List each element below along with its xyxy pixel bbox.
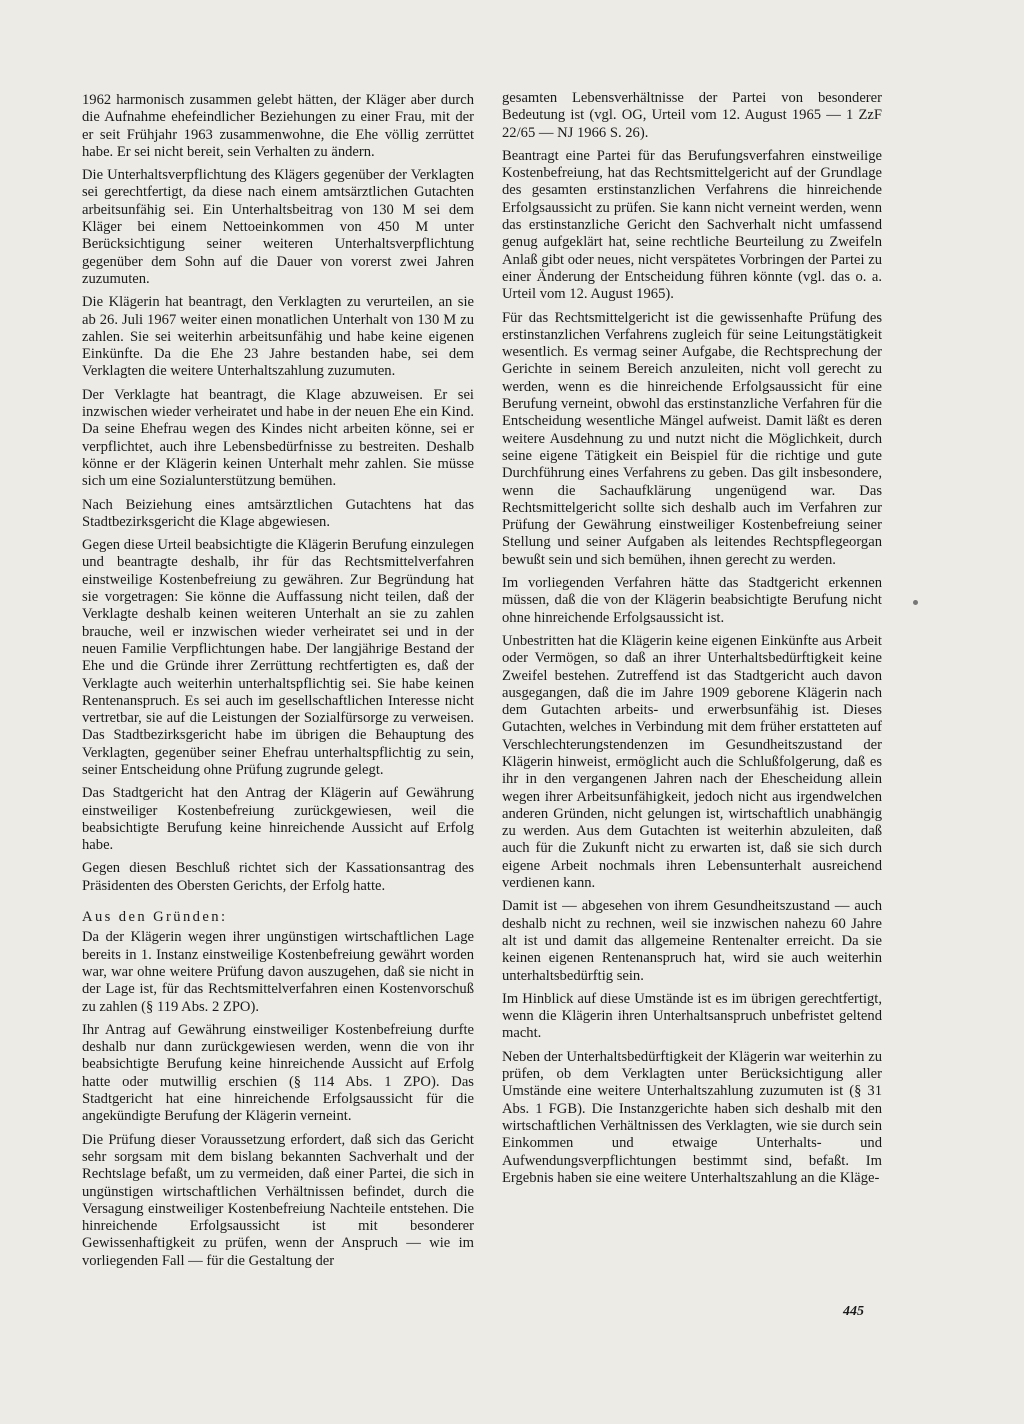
paragraph: Der Verklagte hat beantragt, die Klage abzuweisen. Er sei inzwischen wieder verheiratet und habe in der neuen Ehe ein Kind. Da seine Ehefrau wegen des Kindes nicht arbeiten könne, sei er verpflichtet, auch ihre Lebensbedürfnisse zu bestreiten. Deshalb könne er der Klägerin keinen Unterhalt mehr zahlen. Sie müsse sich um eine Sozialunterstützung bemühen. <box>82 386 474 490</box>
paragraph: Ihr Antrag auf Gewährung einstweiliger Kostenbefreiung durfte deshalb nur dann zurückgewiesen werden, wenn die von ihr beabsichtigte Berufung keine hinreichende Aussicht auf Erfolg hatte oder mutwillig erschien (§ 114 Abs. 1 ZPO). Das Stadtgericht hat eine hinreichende Erfolgsaussicht für die angekündigte Berufung der Klägerin verneint. <box>82 1021 474 1125</box>
right-column <box>502 90 882 1193</box>
section-heading: Aus den Gründen: <box>82 909 228 926</box>
page-number: 445 <box>843 1304 864 1319</box>
paragraph: Die Prüfung dieser Voraussetzung erfordert, daß sich das Gericht sehr sorgsam mit dem bislang bekannten Sachverhalt und der Rechtslage befaßt, um zu vermeiden, daß einer Partei, die sich in ungünstigen wirtschaftlichen Verhältnissen befindet, durch die Versagung einstweiliger Kostenbefreiung Nachteile entstehen. Die hinreichende Erfolgsaussicht ist mit besonderer Gewissenhaftigkeit zu prüfen, wenn der Anspruch — wie im vorliegenden Fall — für die Gestaltung der <box>82 1131 474 1269</box>
paragraph: Die Klägerin hat beantragt, den Verklagten zu verurteilen, an sie ab 26. Juli 1967 weiter einen monatlichen Unterhalt von 130 M zu zahlen. Sie sei weiterhin arbeitsunfähig und habe keine eigenen Einkünfte. Da die Ehe 23 Jahre bestanden habe, sei dem Verklagten die weitere Unterhaltszahlung zuzumuten. <box>82 294 474 380</box>
paragraph: Neben der Unterhaltsbedürftigkeit der Klägerin war weiterhin zu prüfen, ob dem Verklagten unter Berücksichtigung aller Umstände eine weitere Unterhaltszahlung zuzumuten ist (§ 31 Abs. 1 FGB). Die Instanzgerichte haben sich deshalb mit den wirtschaftlichen Verhältnissen des Verklagten, wie sie durch sein Einkommen und etwaige Unterhalts- und Aufwendungsverpflichtungen bestimmt sind, befaßt. Im Ergebnis haben sie eine weitere Unterhaltszahlung an die Kläge- <box>502 1048 882 1186</box>
paragraph: Das Stadtgericht hat den Antrag der Klägerin auf Gewährung einstweiliger Kostenbefreiung zurückgewiesen, weil die beabsichtigte Berufung keine hinreichende Aussicht auf Erfolg habe. <box>82 785 474 854</box>
paragraph: gesamten Lebensverhältnisse der Partei von besonderer Bedeutung ist (vgl. OG, Urteil vom 12. August 1965 — 1 ZzF 22/65 — NJ 1966 S. 26). <box>502 90 882 141</box>
paragraph: 1962 harmonisch zusammen gelebt hätten, der Kläger aber durch die Aufnahme ehefeindlicher Beziehungen zu einer Frau, mit der er seit Frühjahr 1963 zusammenwohne, die Ehe völlig zerrüttet habe. Er sei nicht bereit, sein Verhalten zu ändern. <box>82 92 474 160</box>
paragraph: Im Hinblick auf diese Umstände ist es im übrigen gerechtfertigt, wenn die Klägerin ihren Unterhaltsanspruch unbefristet geltend macht. <box>502 990 882 1042</box>
paragraph: Da der Klägerin wegen ihrer ungünstigen wirtschaftlichen Lage bereits in 1. Instanz einstweilige Kostenbefreiung gewährt worden war, war ohne weitere Prüfung davon auszugehen, daß sie nicht in der Lage ist, für das Rechtsmittelverfahren einen Kostenvorschuß zu zahlen (§ 119 Abs. 2 ZPO). <box>82 929 474 1015</box>
paragraph: Damit ist — abgesehen von ihrem Gesundheitszustand — auch deshalb nicht zu rechnen, weil sie inzwischen nahezu 60 Jahre alt ist und damit das allgemeine Rentenalter erreicht. Da sie keinen eigenen Rentenanspruch hat, wird sie auch weiterhin unterhaltsbedürftig sein. <box>502 898 882 984</box>
paragraph: Im vorliegenden Verfahren hätte das Stadtgericht erkennen müssen, daß die von der Klägerin beabsichtigte Berufung nicht ohne hinreichende Erfolgsaussicht ist. <box>502 575 882 626</box>
paragraph: Für das Rechtsmittelgericht ist die gewissenhafte Prüfung des erstinstanzlichen Verfahrens zugleich für seine Leitungstätigkeit wesentlich. Es vermag seiner Aufgabe, die Rechtsprechung der Gerichte in seinem Bereich anzuleiten, nicht voll gerecht zu werden, wenn es die hinreichende Erfolgsaussicht für eine Berufung verneint, obwohl das erstinstanzliche Verfahren für die Entscheidung wesentliche Mängel aufweist. Damit läßt es deren weitere Ausdehnung zu und nutzt nicht die Möglichkeit, durch seine eigene Tätigkeit ein Beispiel für die richtige und gute Durchführung eines Verfahrens zu geben. Das gilt insbesondere, wenn die Sachaufklärung ungenügend war. Das Rechtsmittelgericht sollte sich deshalb auch im Verfahren zur Prüfung der Gewährung einstweiliger Kostenbefreiung seiner Stellung und seiner Aufgaben als leitendes Rechtspflegeorgan bewußt sein und sich bemühen, ihnen gerecht zu werden. <box>502 309 882 568</box>
paragraph: Gegen diesen Beschluß richtet sich der Kassationsantrag des Präsidenten des Obersten Gerichts, der Erfolg hatte. <box>82 860 474 894</box>
paragraph: Nach Beiziehung eines amtsärztlichen Gutachtens hat das Stadtbezirksgericht die Klage abgewiesen. <box>82 496 474 530</box>
scan-speck <box>913 600 918 605</box>
paragraph: Gegen diese Urteil beabsichtigte die Klägerin Berufung einzulegen und beantragte deshalb, ihr für das Rechtsmittelverfahren einstweilige Kostenbefreiung zu gewähren. Zur Begründung hat sie vorgetragen: Sie könne die Auffassung nicht teilen, daß der Verklagte deshalb keinen weiteren Unterhalt an sie zu zahlen brauche, weil er inzwischen wieder verheiratet sei und in der neuen Familie Verpflichtungen habe. Der langjährige Bestand der Ehe und die Gründe ihrer Zerrüttung rechtfertigten es, daß der Verklagte auch weiterhin unterhaltspflichtig sei. Sie habe keinen Rentenanspruch. Es sei auch im gesellschaftlichen Interesse nicht vertretbar, sie auf die Leistungen der Sozialfürsorge zu verweisen. Das Stadtbezirksgericht habe im übrigen die Behauptung des Verklagten, gegenüber seiner Ehefrau unterhaltspflichtig zu sein, seiner Entscheidung ohne Prüfung zugrunde gelegt. <box>82 537 474 778</box>
left-column <box>82 92 474 1276</box>
paragraph: Unbestritten hat die Klägerin keine eigenen Einkünfte aus Arbeit oder Vermögen, so daß an ihrer Unterhaltsbedürftigkeit keine Zweifel bestehen. Zutreffend ist das Stadtgericht auch davon ausgegangen, daß die im Jahre 1909 geborene Klägerin nach dem Gutachten arbeits- und erwerbsunfähig ist. Dieses Gutachten, welches in Verbindung mit dem früher erstatteten auf Verschlechterungstendenzen im Gesundheitszustand der Klägerin hinweist, ermöglicht auch die Schlußfolgerung, daß es ihr in den vergangenen Jahren nach der Ehescheidung allein wegen ihrer Arbeitsunfähigkeit, jedoch nicht aus irgendwelchen anderen Gründen, nicht gelungen ist, wirtschaftlich unabhängig zu werden. Aus dem Gutachten ist weiterhin abzuleiten, daß auch für die Zukunft nicht zu erwarten ist, daß sie sich durch eigene Arbeit nochmals ihren Lebensunterhalt ausreichend verdienen kann. <box>502 632 882 892</box>
paragraph: Beantragt eine Partei für das Berufungsverfahren einstweilige Kostenbefreiung, hat das Rechtsmittelgericht auf der Grundlage des gesamten erstinstanzlichen Verfahrens die hinreichende Erfolgsaussicht zu prüfen. Sie kann nicht verneint werden, wenn das erstinstanzliche Gericht den Sachverhalt nicht umfassend genug aufgeklärt hat, seine rechtliche Beurteilung zu Zweifeln Anlaß gibt oder neues, nicht verspätetes Vorbringen der Partei zu einer Änderung der Entscheidung führen könnte (vgl. das o. a. Urteil vom 12. August 1965). <box>502 147 882 303</box>
paragraph: Die Unterhaltsverpflichtung des Klägers gegenüber der Verklagten sei gerechtfertigt, da diese nach einem amtsärztlichen Gutachten arbeitsunfähig sei. Ein Unterhaltsbeitrag von 130 M sei dem Kläger bei einem Nettoeinkommen von 450 M unter Berücksichtigung seiner weiteren Unterhaltsverpflichtung gegenüber dem Sohn auf die Dauer von vorerst zwei Jahren zuzumuten. <box>82 167 474 287</box>
